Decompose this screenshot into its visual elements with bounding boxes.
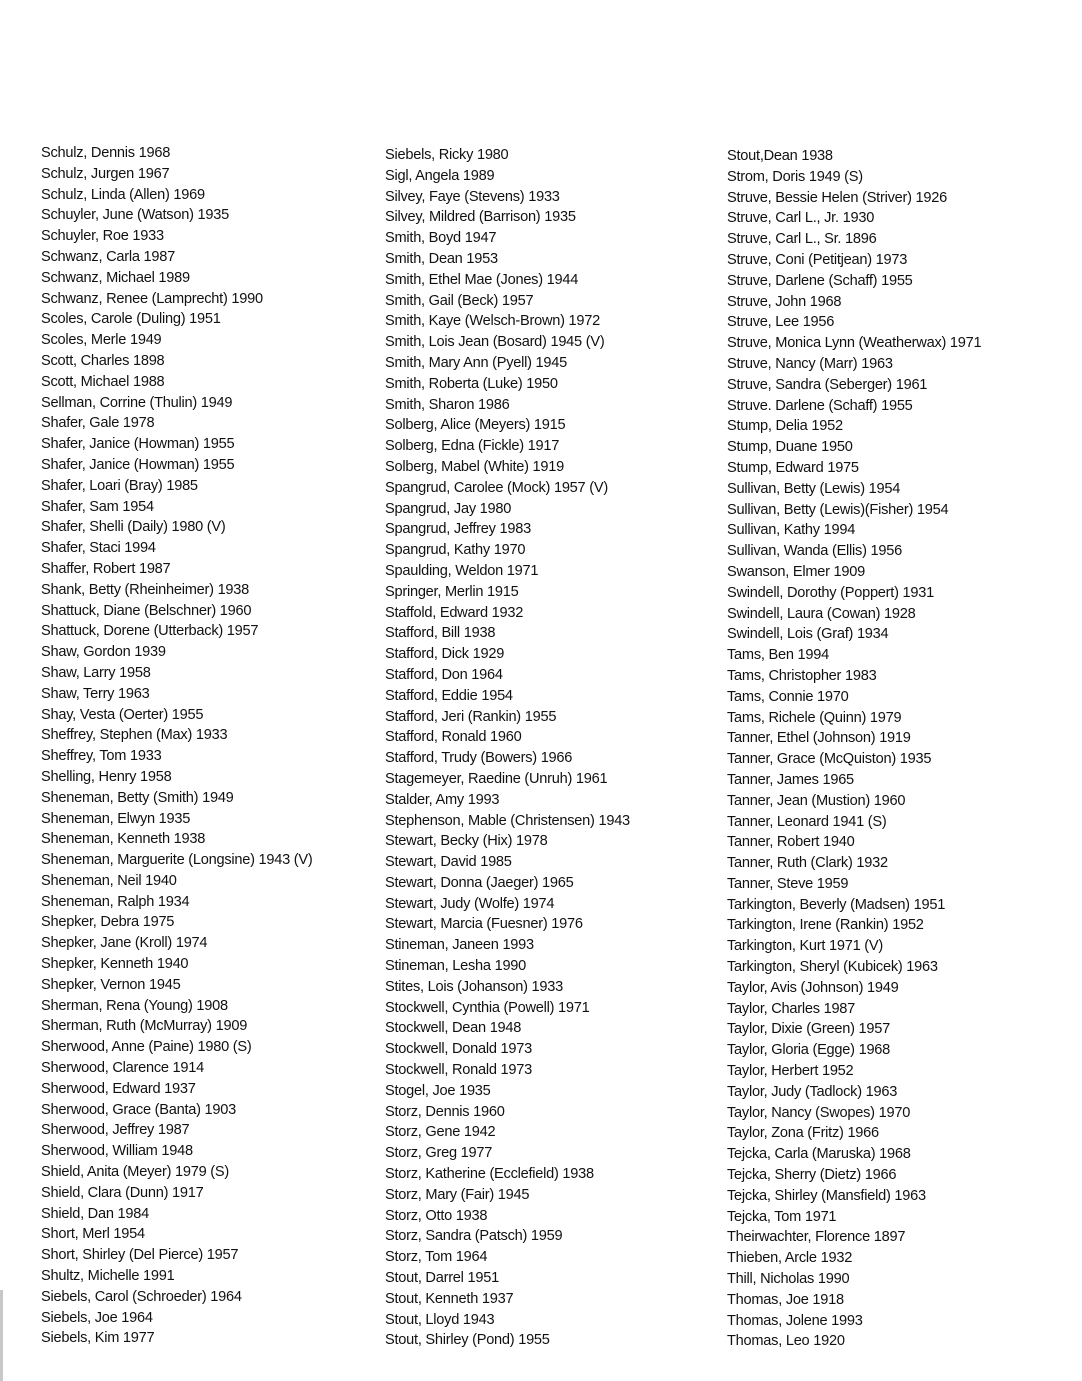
name-entry: Tanner, James 1965 [727, 771, 854, 788]
name-entry: Stump, Duane 1950 [727, 439, 853, 456]
name-entry: Sheffrey, Tom 1933 [41, 748, 162, 765]
name-entry: Struve, Nancy (Marr) 1963 [727, 355, 893, 372]
name-entry: Smith, Lois Jean (Bosard) 1945 (V) [385, 334, 605, 351]
name-entry: Schulz, Linda (Allen) 1969 [41, 186, 205, 203]
name-entry: Thomas, Leo 1920 [727, 1333, 845, 1350]
name-entry: Scoles, Carole (Duling) 1951 [41, 311, 221, 328]
name-entry: Schulz, Jurgen 1967 [41, 165, 170, 182]
name-entry: Siebels, Joe 1964 [41, 1309, 153, 1326]
name-entry: Sullivan, Kathy 1994 [727, 522, 856, 539]
name-entry: Sherwood, William 1948 [41, 1143, 193, 1160]
name-entry: Shaw, Terry 1963 [41, 685, 150, 702]
name-entry: Sherwood, Jeffrey 1987 [41, 1122, 190, 1139]
name-entry: Sheffrey, Stephen (Max) 1933 [41, 727, 228, 744]
name-entry: Stewart, Donna (Jaeger) 1965 [385, 874, 574, 891]
name-entry: Sherwood, Anne (Paine) 1980 (S) [41, 1039, 252, 1056]
name-entry: Taylor, Zona (Fritz) 1966 [727, 1125, 879, 1142]
name-entry: Struve, Sandra (Seberger) 1961 [727, 376, 928, 393]
name-entry: Shafer, Janice (Howman) 1955 [41, 456, 235, 473]
name-entry: Stafford, Jeri (Rankin) 1955 [385, 708, 557, 725]
name-entry: Shattuck, Diane (Belschner) 1960 [41, 602, 252, 619]
name-entry: Stafford, Trudy (Bowers) 1966 [385, 750, 573, 767]
name-entry: Shafer, Shelli (Daily) 1980 (V) [41, 519, 226, 536]
name-entry: Sheneman, Elwyn 1935 [41, 810, 191, 827]
name-entry: Sullivan, Betty (Lewis) 1954 [727, 480, 901, 497]
name-entry: Scott, Charles 1898 [41, 352, 165, 369]
name-entry: Storz, Mary (Fair) 1945 [385, 1186, 530, 1203]
name-entry: Stafford, Dick 1929 [385, 646, 505, 663]
name-entry: Short, Shirley (Del Pierce) 1957 [41, 1247, 239, 1264]
name-entry: Swanson, Elmer 1909 [727, 563, 866, 580]
name-entry: Sherwood, Clarence 1914 [41, 1060, 204, 1077]
name-entry: Tarkington, Irene (Rankin) 1952 [727, 917, 924, 934]
name-entry: Sheneman, Neil 1940 [41, 872, 177, 889]
name-entry: Shafer, Janice (Howman) 1955 [41, 436, 235, 453]
name-entry: Tams, Christopher 1983 [727, 667, 877, 684]
name-entry: Stout, Lloyd 1943 [385, 1311, 495, 1328]
name-entry: Silvey, Mildred (Barrison) 1935 [385, 209, 576, 226]
name-entry: Sherwood, Grace (Banta) 1903 [41, 1101, 236, 1118]
name-entry: Stockwell, Cynthia (Powell) 1971 [385, 999, 590, 1016]
name-entry: Storz, Tom 1964 [385, 1249, 488, 1266]
name-entry: Stewart, David 1985 [385, 854, 512, 871]
name-entry: Sherwood, Edward 1937 [41, 1080, 196, 1097]
name-entry: Tanner, Steve 1959 [727, 875, 849, 892]
name-entry: Shafer, Loari (Bray) 1985 [41, 477, 198, 494]
name-entry: Shepker, Vernon 1945 [41, 976, 181, 993]
name-entry: Stockwell, Donald 1973 [385, 1041, 533, 1058]
name-entry: Struve, Darlene (Schaff) 1955 [727, 272, 913, 289]
name-entry: Stalder, Amy 1993 [385, 791, 500, 808]
scan-edge-shadow [0, 1290, 3, 1381]
name-entry: Taylor, Nancy (Swopes) 1970 [727, 1104, 911, 1121]
name-column-3 [727, 146, 1067, 1352]
name-entry: Shield, Clara (Dunn) 1917 [41, 1184, 204, 1201]
name-entry: Tams, Connie 1970 [727, 688, 849, 705]
name-entry: Stewart, Becky (Hix) 1978 [385, 833, 548, 850]
name-entry: Stafford, Bill 1938 [385, 625, 496, 642]
name-entry: Shield, Dan 1984 [41, 1205, 149, 1222]
name-entry: Shultz, Michelle 1991 [41, 1268, 175, 1285]
name-entry: Struve. Darlene (Schaff) 1955 [727, 397, 913, 414]
name-entry: Taylor, Judy (Tadlock) 1963 [727, 1083, 898, 1100]
name-entry: Sheneman, Kenneth 1938 [41, 831, 206, 848]
name-entry: Siebels, Carol (Schroeder) 1964 [41, 1288, 242, 1305]
name-entry: Swindell, Laura (Cowan) 1928 [727, 605, 916, 622]
name-entry: Taylor, Dixie (Green) 1957 [727, 1021, 891, 1038]
name-entry: Smith, Dean 1953 [385, 250, 498, 267]
name-entry: Taylor, Charles 1987 [727, 1000, 856, 1017]
name-entry: Schwanz, Carla 1987 [41, 248, 175, 265]
name-entry: Struve, Monica Lynn (Weatherwax) 1971 [727, 335, 982, 352]
name-entry: Stagemeyer, Raedine (Unruh) 1961 [385, 770, 608, 787]
name-entry: Sullivan, Betty (Lewis)(Fisher) 1954 [727, 501, 949, 518]
name-entry: Spangrud, Carolee (Mock) 1957 (V) [385, 479, 608, 496]
name-entry: Swindell, Lois (Graf) 1934 [727, 626, 889, 643]
name-entry: Taylor, Herbert 1952 [727, 1063, 854, 1080]
name-entry: Tejcka, Carla (Maruska) 1968 [727, 1146, 911, 1163]
name-entry: Stewart, Marcia (Fuesner) 1976 [385, 916, 583, 933]
name-entry: Thomas, Jolene 1993 [727, 1312, 863, 1329]
name-entry: Storz, Dennis 1960 [385, 1103, 505, 1120]
name-entry: Stout, Kenneth 1937 [385, 1290, 514, 1307]
name-entry: Tarkington, Sheryl (Kubicek) 1963 [727, 959, 938, 976]
name-entry: Sheneman, Marguerite (Longsine) 1943 (V) [41, 852, 313, 869]
name-entry: Tarkington, Kurt 1971 (V) [727, 938, 883, 955]
name-entry: Stineman, Lesha 1990 [385, 958, 527, 975]
name-entry: Staffold, Edward 1932 [385, 604, 524, 621]
name-entry: Storz, Sandra (Patsch) 1959 [385, 1228, 563, 1245]
name-entry: Smith, Mary Ann (Pyell) 1945 [385, 354, 567, 371]
name-entry: Tarkington, Beverly (Madsen) 1951 [727, 896, 946, 913]
name-entry: Schulz, Dennis 1968 [41, 145, 171, 161]
name-entry: Schuyler, Roe 1933 [41, 228, 164, 245]
name-entry: Tanner, Jean (Mustion) 1960 [727, 792, 906, 809]
name-entry: Shay, Vesta (Oerter) 1955 [41, 706, 204, 723]
name-entry: Tejcka, Shirley (Mansfield) 1963 [727, 1187, 926, 1204]
name-entry: Shaffer, Robert 1987 [41, 560, 171, 577]
name-entry: Schwanz, Renee (Lamprecht) 1990 [41, 290, 263, 307]
name-entry: Sullivan, Wanda (Ellis) 1956 [727, 543, 902, 560]
name-entry: Storz, Katherine (Ecclefield) 1938 [385, 1166, 594, 1183]
name-entry: Storz, Otto 1938 [385, 1207, 488, 1224]
name-entry: Tams, Richele (Quinn) 1979 [727, 709, 902, 726]
name-entry: Stites, Lois (Johanson) 1933 [385, 978, 563, 995]
name-entry: Stump, Edward 1975 [727, 459, 859, 476]
name-column-2 [385, 145, 715, 1351]
name-entry: Sheneman, Betty (Smith) 1949 [41, 789, 234, 806]
name-entry: Tejcka, Tom 1971 [727, 1208, 837, 1225]
name-entry: Springer, Merlin 1915 [385, 583, 519, 600]
name-entry: Swindell, Dorothy (Poppert) 1931 [727, 584, 934, 601]
name-entry: Smith, Boyd 1947 [385, 230, 497, 247]
name-entry: Smith, Gail (Beck) 1957 [385, 292, 534, 309]
name-entry: Spaulding, Weldon 1971 [385, 562, 539, 579]
name-entry: Shattuck, Dorene (Utterback) 1957 [41, 623, 259, 640]
name-entry: Stewart, Judy (Wolfe) 1974 [385, 895, 555, 912]
name-entry: Sheneman, Ralph 1934 [41, 893, 190, 910]
name-entry: Tams, Ben 1994 [727, 647, 829, 664]
name-entry: Stephenson, Mable (Christensen) 1943 [385, 812, 630, 829]
name-entry: Thill, Nicholas 1990 [727, 1271, 850, 1288]
name-entry: Short, Merl 1954 [41, 1226, 145, 1243]
name-entry: Siebels, Kim 1977 [41, 1330, 155, 1347]
name-entry: Sigl, Angela 1989 [385, 167, 495, 184]
name-entry: Scoles, Merle 1949 [41, 332, 162, 349]
name-entry: Shepker, Jane (Kroll) 1974 [41, 935, 208, 952]
name-entry: Shelling, Henry 1958 [41, 768, 172, 785]
name-entry: Sellman, Corrine (Thulin) 1949 [41, 394, 233, 411]
name-entry: Schuyler, June (Watson) 1935 [41, 207, 229, 224]
name-entry: Shepker, Kenneth 1940 [41, 956, 189, 973]
name-entry: Strom, Doris 1949 (S) [727, 168, 863, 185]
name-entry: Tanner, Robert 1940 [727, 834, 855, 851]
name-entry: Theirwachter, Florence 1897 [727, 1229, 906, 1246]
name-entry: Shafer, Gale 1978 [41, 415, 155, 432]
name-entry: Stockwell, Ronald 1973 [385, 1062, 533, 1079]
name-entry: Struve, Coni (Petitjean) 1973 [727, 251, 908, 268]
name-entry: Shank, Betty (Rheinheimer) 1938 [41, 581, 250, 598]
name-entry: Spangrud, Jay 1980 [385, 500, 512, 517]
name-entry: Struve, John 1968 [727, 293, 842, 310]
name-entry: Struve, Lee 1956 [727, 314, 835, 331]
name-entry: Schwanz, Michael 1989 [41, 269, 190, 286]
name-entry: Sherman, Rena (Young) 1908 [41, 997, 228, 1014]
name-entry: Tanner, Ruth (Clark) 1932 [727, 855, 888, 872]
name-entry: Solberg, Alice (Meyers) 1915 [385, 417, 566, 434]
name-entry: Spangrud, Jeffrey 1983 [385, 521, 531, 538]
name-entry: Struve, Carl L., Jr. 1930 [727, 210, 875, 227]
name-entry: Scott, Michael 1988 [41, 373, 165, 390]
name-entry: Shepker, Debra 1975 [41, 914, 175, 931]
name-entry: Tanner, Grace (McQuiston) 1935 [727, 751, 932, 768]
name-entry: Stafford, Don 1964 [385, 666, 503, 683]
name-entry: Smith, Sharon 1986 [385, 396, 510, 413]
name-entry: Stafford, Ronald 1960 [385, 729, 522, 746]
name-entry: Smith, Kaye (Welsch-Brown) 1972 [385, 313, 601, 330]
name-entry: Shaw, Gordon 1939 [41, 644, 166, 661]
name-entry: Solberg, Edna (Fickle) 1917 [385, 438, 560, 455]
name-entry: Smith, Roberta (Luke) 1950 [385, 375, 558, 392]
name-entry: Shafer, Sam 1954 [41, 498, 154, 515]
name-entry: Stineman, Janeen 1993 [385, 937, 534, 954]
name-entry: Siebels, Ricky 1980 [385, 147, 509, 163]
name-entry: Struve, Bessie Helen (Striver) 1926 [727, 189, 947, 206]
name-entry: Taylor, Avis (Johnson) 1949 [727, 979, 899, 996]
name-entry: Thieben, Arcle 1932 [727, 1250, 853, 1267]
name-entry: Tejcka, Sherry (Dietz) 1966 [727, 1167, 897, 1184]
name-entry: Shafer, Staci 1994 [41, 540, 156, 557]
name-entry: Tanner, Leonard 1941 (S) [727, 813, 887, 830]
name-entry: Tanner, Ethel (Johnson) 1919 [727, 730, 911, 747]
name-entry: Stafford, Eddie 1954 [385, 687, 513, 704]
name-entry: Taylor, Gloria (Egge) 1968 [727, 1042, 891, 1059]
name-entry: Spangrud, Kathy 1970 [385, 542, 526, 559]
name-entry: Solberg, Mabel (White) 1919 [385, 458, 565, 475]
name-entry: Stout, Darrel 1951 [385, 1270, 499, 1287]
name-entry: Storz, Gene 1942 [385, 1124, 496, 1141]
name-entry: Thomas, Joe 1918 [727, 1291, 844, 1308]
name-entry: Storz, Greg 1977 [385, 1145, 493, 1162]
name-entry: Smith, Ethel Mae (Jones) 1944 [385, 271, 579, 288]
name-entry: Stockwell, Dean 1948 [385, 1020, 522, 1037]
name-entry: Silvey, Faye (Stevens) 1933 [385, 188, 560, 205]
name-entry: Sherman, Ruth (McMurray) 1909 [41, 1018, 248, 1035]
name-entry: Stout,Dean 1938 [727, 148, 833, 164]
name-entry: Stout, Shirley (Pond) 1955 [385, 1332, 550, 1349]
name-entry: Stump, Delia 1952 [727, 418, 843, 435]
name-entry: Stogel, Joe 1935 [385, 1082, 491, 1099]
name-column-1 [41, 143, 371, 1349]
name-entry: Shield, Anita (Meyer) 1979 (S) [41, 1164, 229, 1181]
name-entry: Struve, Carl L., Sr. 1896 [727, 231, 877, 248]
name-entry: Shaw, Larry 1958 [41, 664, 151, 681]
